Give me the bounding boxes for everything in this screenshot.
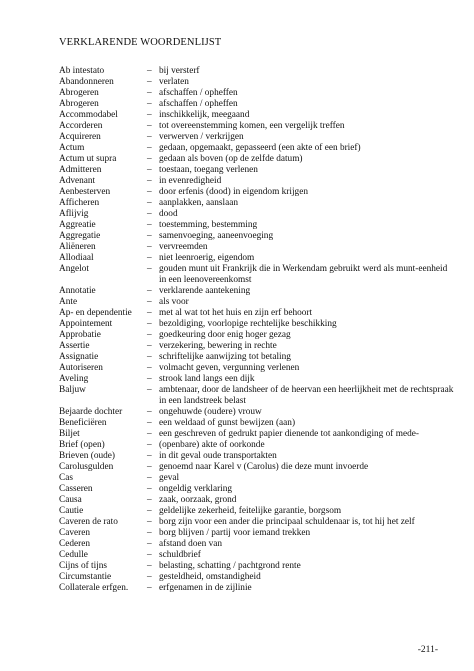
entry-dash: –: [147, 154, 152, 164]
glossary-entry: [59, 495, 454, 506]
glossary-entry: [59, 88, 454, 99]
glossary-entry: [59, 209, 454, 220]
entry-term: Admitteren: [59, 165, 102, 175]
entry-definition: volmacht geven, vergunning verlenen: [159, 363, 300, 373]
entry-definition: toestaan, toegang verlenen: [159, 165, 258, 175]
entry-definition: verzekering, bewering in rechte: [159, 341, 277, 351]
entry-dash: –: [147, 66, 152, 76]
entry-term: Allodiaal: [59, 253, 94, 263]
glossary-entry: [59, 572, 454, 583]
entry-dash: –: [147, 363, 152, 373]
entry-definition: borg zijn voor een ander die principaal schuldenaar is, tot hij het zelf: [159, 517, 415, 527]
entry-term: Caveren: [59, 528, 90, 538]
entry-dash: –: [147, 209, 152, 219]
glossary-entry: [59, 154, 454, 165]
entry-term: Aenbesterven: [59, 187, 111, 197]
entry-dash: –: [147, 440, 152, 450]
entry-dash: –: [147, 198, 152, 208]
entry-definition: vervreemden: [159, 242, 208, 252]
glossary-entry: [59, 429, 454, 440]
entry-term: Cederen: [59, 539, 90, 549]
glossary-entry: [59, 308, 454, 319]
entry-dash: –: [147, 352, 152, 362]
glossary-entry: [59, 484, 454, 495]
entry-dash: –: [147, 330, 152, 340]
entry-definition: verklarende aantekening: [159, 286, 251, 296]
glossary-entry: [59, 451, 454, 462]
entry-dash: –: [147, 187, 152, 197]
entry-dash: –: [147, 484, 152, 494]
entry-definition: ambtenaar, door de landsheer of de heervan een heerlijkheit met de rechtspraak in een landstreek belast: [159, 385, 454, 406]
entry-definition: borg blijven / partij voor iemand trekken: [159, 528, 311, 538]
entry-dash: –: [147, 418, 152, 428]
glossary-entry: [59, 583, 454, 594]
entry-dash: –: [147, 286, 152, 296]
entry-dash: –: [147, 506, 152, 516]
entry-definition: strook land langs een dijk: [159, 374, 255, 384]
entry-term: Autoriseren: [59, 363, 103, 373]
glossary-entry: [59, 341, 454, 352]
entry-definition: verlaten: [159, 77, 189, 87]
entry-definition: inschikkelijk, meegaand: [159, 110, 250, 120]
glossary-entry: [59, 253, 454, 264]
entry-definition: een weldaad of gunst bewijzen (aan): [159, 418, 296, 428]
glossary-entry: [59, 132, 454, 143]
entry-dash: –: [147, 572, 152, 582]
entry-definition: schuldbrief: [159, 550, 201, 560]
entry-definition: niet leenroerig, eigendom: [159, 253, 255, 263]
entry-dash: –: [147, 88, 152, 98]
entry-term: Cas: [59, 473, 73, 483]
entry-dash: –: [147, 473, 152, 483]
entry-dash: –: [147, 99, 152, 109]
entry-term: Aveling: [59, 374, 89, 384]
entry-term: Angelot: [59, 264, 89, 274]
entry-dash: –: [147, 407, 152, 417]
entry-dash: –: [147, 231, 152, 241]
entry-term: Collaterale erfgen.: [59, 583, 129, 593]
entry-term: Ap- en dependentie: [59, 308, 132, 318]
entry-definition: in evenredigheid: [159, 176, 222, 186]
entry-term: Abrogeren: [59, 99, 99, 109]
entry-definition: tot overeenstemming komen, een vergelijk treffen: [159, 121, 345, 131]
entry-term: Aliëneren: [59, 242, 96, 252]
glossary-entry: [59, 187, 454, 198]
glossary-entry: [59, 77, 454, 88]
entry-definition: gouden munt uit Frankrijk die in Werkendam gebruikt werd als munt-eenheid in een leenovereenkomst: [159, 264, 448, 285]
glossary-entry: [59, 165, 454, 176]
glossary-list: [59, 66, 454, 594]
entry-definition: in dit geval oude transportakten: [159, 451, 277, 461]
entry-term: Causa: [59, 495, 82, 505]
glossary-entry: [59, 528, 454, 539]
glossary-entry: [59, 385, 454, 407]
entry-term: Assignatie: [59, 352, 99, 362]
glossary-entry: [59, 198, 454, 209]
entry-dash: –: [147, 121, 152, 131]
glossary-entry: [59, 561, 454, 572]
entry-term: Baljuw: [59, 385, 86, 395]
entry-term: Accommodabel: [59, 110, 118, 120]
glossary-entry: [59, 539, 454, 550]
entry-dash: –: [147, 561, 152, 571]
entry-definition: geldelijke zekerheid, feitelijke garantie, borgsom: [159, 506, 342, 516]
entry-term: Carolusgulden: [59, 462, 114, 472]
entry-definition: afstand doen van: [159, 539, 222, 549]
entry-term: Aflijvig: [59, 209, 89, 219]
entry-term: Bejaarde dochter: [59, 407, 123, 417]
entry-dash: –: [147, 220, 152, 230]
entry-term: Abrogeren: [59, 88, 99, 98]
entry-term: Actum ut supra: [59, 154, 117, 164]
entry-term: Biljet: [59, 429, 80, 439]
entry-dash: –: [147, 110, 152, 120]
entry-dash: –: [147, 242, 152, 252]
entry-definition: ongeldig verklaring: [159, 484, 233, 494]
entry-dash: –: [147, 143, 152, 153]
entry-definition: toestemming, bestemming: [159, 220, 258, 230]
glossary-entry: [59, 440, 454, 451]
entry-dash: –: [147, 297, 152, 307]
entry-dash: –: [147, 132, 152, 142]
entry-definition: een geschreven of gedrukt papier dienende tot aankondiging of mede-: [159, 429, 419, 439]
entry-definition: gedaan als boven (op de zelfde datum): [159, 154, 303, 164]
glossary-entry: [59, 352, 454, 363]
entry-definition: verwerven / verkrijgen: [159, 132, 244, 142]
entry-term: Ab intestato: [59, 66, 105, 76]
entry-term: Abandonneren: [59, 77, 114, 87]
entry-term: Beneficiëren: [59, 418, 107, 428]
entry-dash: –: [147, 264, 152, 274]
entry-term: Approbatie: [59, 330, 101, 340]
entry-definition: zaak, oorzaak, grond: [159, 495, 237, 505]
glossary-entry: [59, 264, 454, 286]
glossary-entry: [59, 176, 454, 187]
glossary-entry: [59, 110, 454, 121]
entry-term: Annotatie: [59, 286, 96, 296]
entry-definition: belasting, schatting / pachtgrond rente: [159, 561, 301, 571]
entry-dash: –: [147, 165, 152, 175]
entry-term: Afficheren: [59, 198, 100, 208]
entry-term: Accorderen: [59, 121, 103, 131]
entry-definition: schriftelijke aanwijzing tot betaling: [159, 352, 291, 362]
entry-dash: –: [147, 517, 152, 527]
entry-dash: –: [147, 385, 152, 395]
glossary-entry: [59, 121, 454, 132]
glossary-entry: [59, 143, 454, 154]
entry-dash: –: [147, 495, 152, 505]
page-number: -211-: [417, 645, 438, 655]
glossary-entry: [59, 374, 454, 385]
entry-definition: aanplakken, aanslaan: [159, 198, 238, 208]
entry-dash: –: [147, 550, 152, 560]
page-title: VERKLARENDE WOORDENLIJST: [59, 37, 222, 48]
entry-term: Brief (open): [59, 440, 105, 450]
entry-dash: –: [147, 308, 152, 318]
entry-definition: bezoldiging, voorlopige rechtelijke beschikking: [159, 319, 337, 329]
entry-term: Brieven (oude): [59, 451, 116, 461]
entry-definition: (openbare) akte of oorkonde: [159, 440, 265, 450]
entry-term: Cedulle: [59, 550, 88, 560]
glossary-entry: [59, 473, 454, 484]
entry-definition: gedaan, opgemaakt, gepasseerd (een akte of een brief): [159, 143, 361, 153]
entry-dash: –: [147, 583, 152, 593]
glossary-entry: [59, 517, 454, 528]
entry-term: Actum: [59, 143, 85, 153]
entry-definition: gesteldheid, omstandigheid: [159, 572, 261, 582]
entry-definition: door erfenis (dood) in eigendom krijgen: [159, 187, 308, 197]
entry-term: Ante: [59, 297, 78, 307]
entry-definition: dood: [159, 209, 178, 219]
glossary-entry: [59, 297, 454, 308]
entry-definition: genoemd naar Karel v (Carolus) die deze munt invoerde: [159, 462, 369, 472]
entry-definition: afschaffen / opheffen: [159, 88, 238, 98]
entry-term: Assertie: [59, 341, 90, 351]
entry-dash: –: [147, 176, 152, 186]
entry-definition: bij versterf: [159, 66, 200, 76]
glossary-entry: [59, 319, 454, 330]
entry-dash: –: [147, 374, 152, 384]
entry-dash: –: [147, 341, 152, 351]
entry-dash: –: [147, 462, 152, 472]
glossary-entry: [59, 550, 454, 561]
entry-definition: afschaffen / opheffen: [159, 99, 238, 109]
glossary-entry: [59, 220, 454, 231]
entry-dash: –: [147, 319, 152, 329]
entry-definition: goedkeuring door enig hoger gezag: [159, 330, 291, 340]
entry-dash: –: [147, 451, 152, 461]
entry-dash: –: [147, 77, 152, 87]
entry-term: Aggreatie: [59, 220, 96, 230]
entry-term: Caveren de rato: [59, 517, 118, 527]
glossary-entry: [59, 506, 454, 517]
entry-term: Cautie: [59, 506, 84, 516]
glossary-entry: [59, 363, 454, 374]
glossary-entry: [59, 231, 454, 242]
entry-definition: met al wat tot het huis en zijn erf behoort: [159, 308, 313, 318]
entry-definition: geval: [159, 473, 180, 483]
entry-term: Cijns of tijns: [59, 561, 108, 571]
entry-term: Casseren: [59, 484, 93, 494]
entry-term: Circumstantie: [59, 572, 112, 582]
entry-definition: erfgenamen in de zijlinie: [159, 583, 252, 593]
entry-dash: –: [147, 528, 152, 538]
entry-dash: –: [147, 429, 152, 439]
entry-definition: ongehuwde (oudere) vrouw: [159, 407, 262, 417]
entry-term: Acquireren: [59, 132, 101, 142]
glossary-entry: [59, 462, 454, 473]
glossary-entry: [59, 330, 454, 341]
entry-dash: –: [147, 253, 152, 263]
entry-definition: als voor: [159, 297, 189, 307]
glossary-entry: [59, 99, 454, 110]
entry-dash: –: [147, 539, 152, 549]
glossary-entry: [59, 286, 454, 297]
glossary-entry: [59, 66, 454, 77]
glossary-entry: [59, 242, 454, 253]
glossary-entry: [59, 418, 454, 429]
entry-definition: samenvoeging, aaneenvoeging: [159, 231, 274, 241]
glossary-entry: [59, 407, 454, 418]
entry-term: Advenant: [59, 176, 96, 186]
entry-term: Aggregatie: [59, 231, 101, 241]
entry-term: Appointement: [59, 319, 113, 329]
